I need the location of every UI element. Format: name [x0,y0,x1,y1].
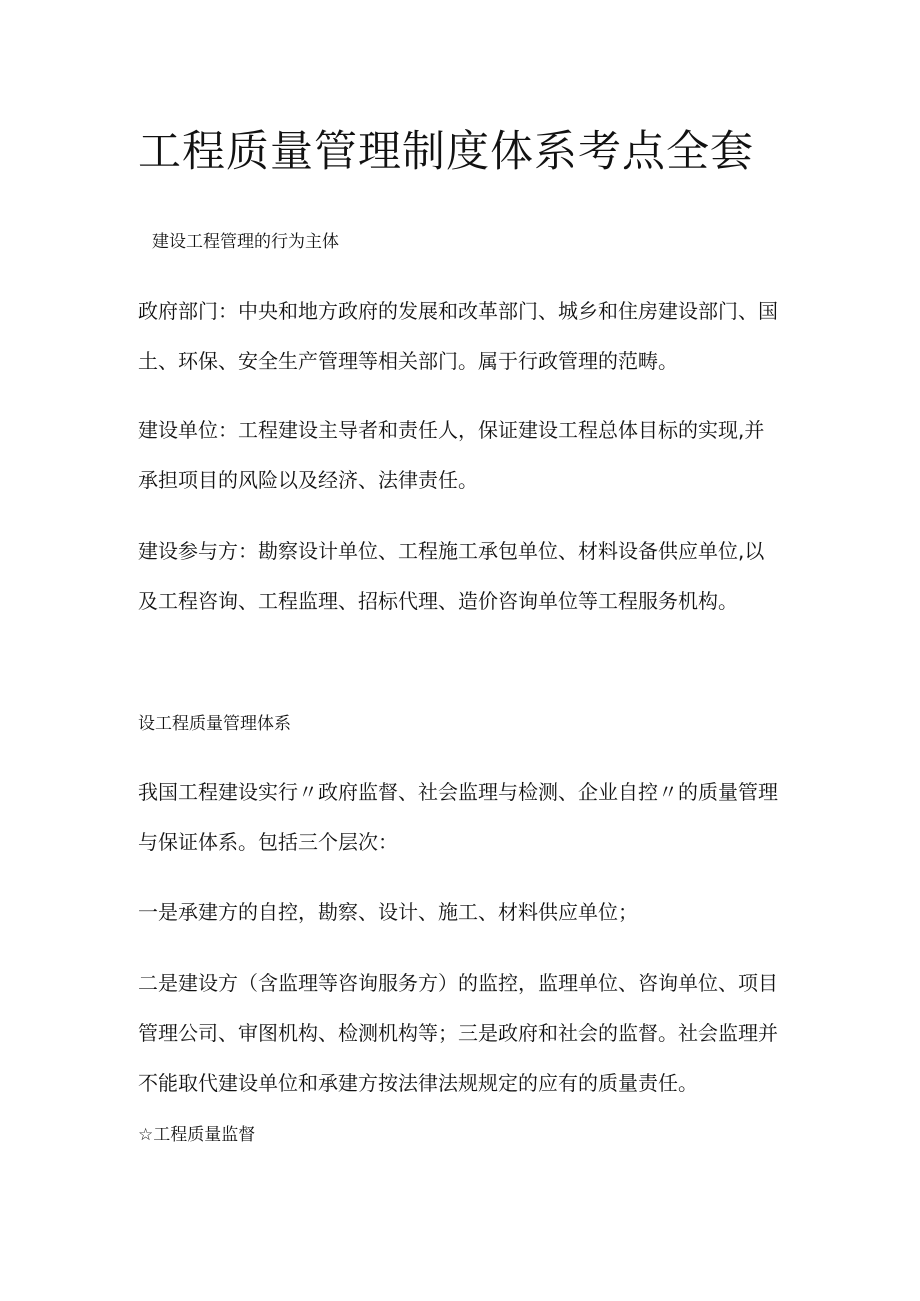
document-title: 工程质量管理制度体系考点全套 [138,127,754,177]
paragraph-line: 及工程咨询、工程监理、招标代理、造价咨询单位等工程服务机构。 [138,589,738,613]
section-heading-quality-system: 设工程质量管理体系 [138,714,291,734]
paragraph-line: 承担项目的风险以及经济、法律责任。 [138,468,478,492]
paragraph-participants [138,526,788,626]
paragraph-system-intro [138,767,788,867]
paragraph-level-two-three [138,958,788,1108]
paragraph-line: 一是承建方的自控，勘察、设计、施工、材料供应单位； [138,900,638,924]
paragraph-line: 我国工程建设实行〃政府监督、社会监理与检测、企业自控〃的质量管理 [138,780,778,804]
paragraph-line: 与保证体系。包括三个层次： [138,830,398,854]
paragraph-owner [138,405,788,505]
paragraph-line: 政府部门：中央和地方政府的发展和改革部门、城乡和住房建设部门、国 [138,299,778,323]
paragraph-line: 二是建设方（含监理等咨询服务方）的监控，监理单位、咨询单位、项目 [138,971,778,995]
paragraph-line: 建设参与方：勘察设计单位、工程施工承包单位、材料设备供应单位,以 [138,539,765,563]
paragraph-line: 管理公司、审图机构、检测机构等；三是政府和社会的监督。社会监理并 [138,1021,778,1045]
section-heading-actors: 建设工程管理的行为主体 [152,232,339,252]
paragraph-line: 建设单位：工程建设主导者和责任人，保证建设工程总体目标的实现,并 [138,418,765,442]
paragraph-line: 不能取代建设单位和承建方按法律法规规定的应有的质量责任。 [138,1071,698,1095]
paragraph-line: 土、环保、安全生产管理等相关部门。属于行政管理的范畴。 [138,349,678,373]
paragraph-government [138,286,788,386]
section-heading-quality-supervision: ☆工程质量监督 [138,1125,256,1145]
paragraph-level-one [138,887,788,937]
